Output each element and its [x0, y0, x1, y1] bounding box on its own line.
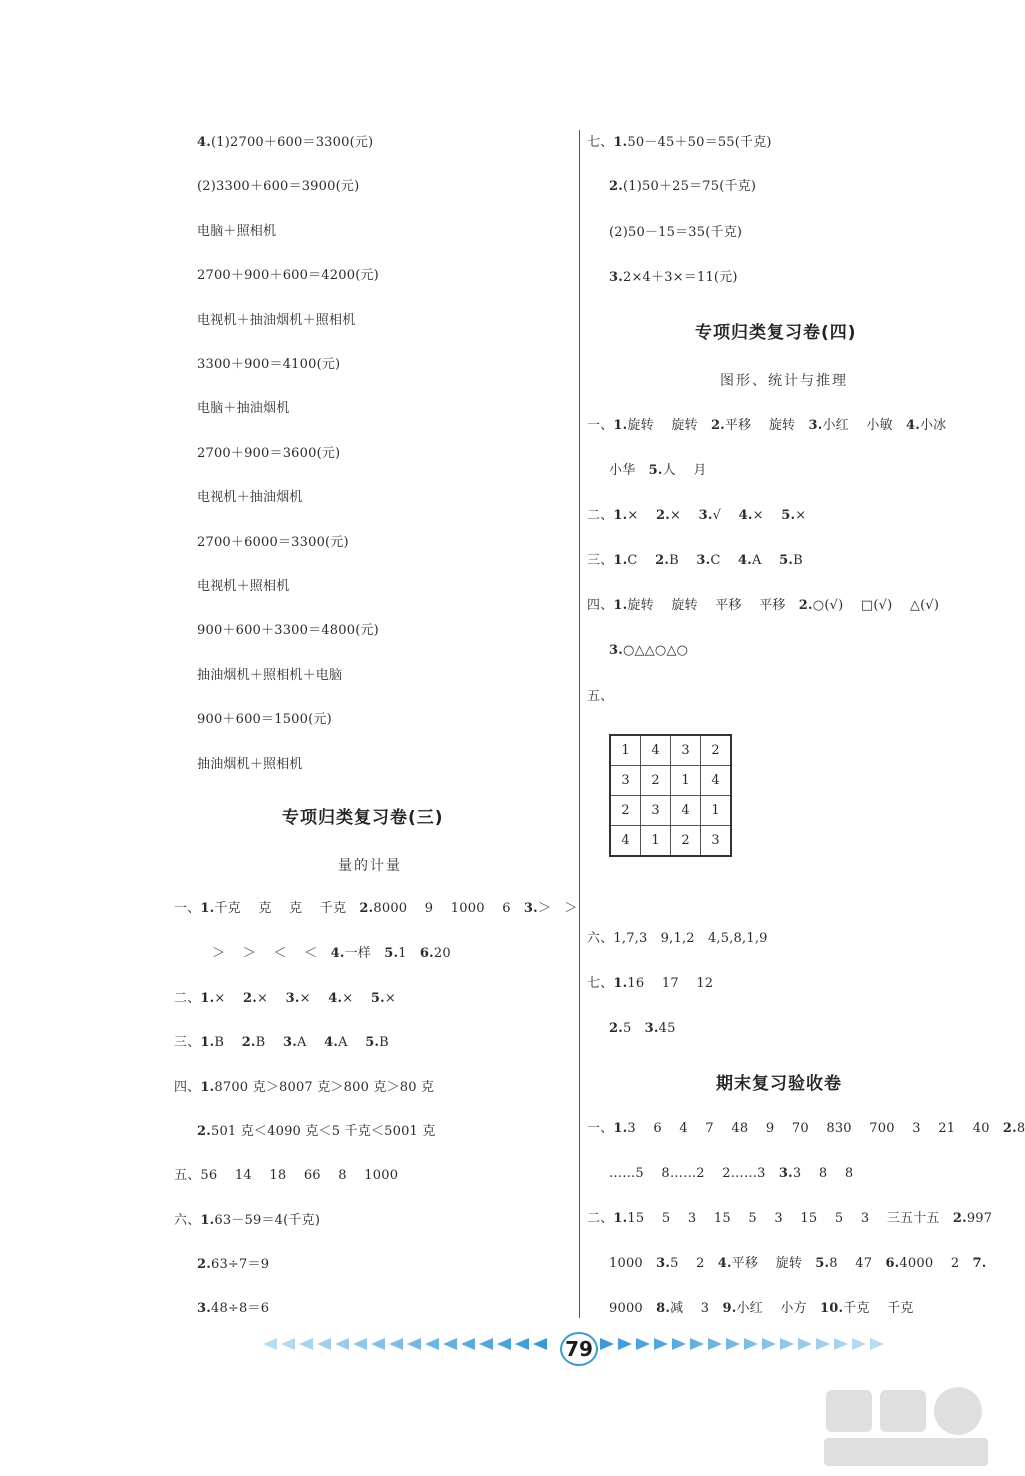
arrow-right-icon — [870, 1338, 884, 1350]
answer-grid — [609, 734, 732, 857]
grid-cell: 3 — [701, 826, 732, 857]
arrow-left-icon — [335, 1338, 349, 1350]
grid-row — [610, 826, 731, 857]
section4-answer-line: 四、1.旋转 旋转 平移 平移 2.○(√) □(√) △(√) — [587, 598, 940, 613]
arrow-right-icon — [708, 1338, 722, 1350]
answer-line: 3.2×4＋3×＝11(元) — [609, 270, 738, 285]
final-answer-line: ……5 8……2 2……3 3.3 8 8 — [609, 1166, 854, 1181]
arrow-left-icon — [371, 1338, 385, 1350]
section3-answer-line: 四、1.8700 克＞8007 克＞800 克＞80 克 — [174, 1080, 435, 1095]
arrow-left-icon — [317, 1338, 331, 1350]
grid-cell: 3 — [671, 735, 701, 766]
arrow-right-icon — [834, 1338, 848, 1350]
arrow-right-icon — [600, 1338, 614, 1350]
section3-answer-line: 六、1.63－59＝4(千克) — [174, 1213, 321, 1228]
grid-cell: 1 — [701, 796, 732, 826]
arrow-right-icon — [798, 1338, 812, 1350]
final-answer-line: 一、1.3 6 4 7 48 9 70 830 700 3 21 40 2.8 — [587, 1121, 1025, 1136]
arrow-left-icon — [461, 1338, 475, 1350]
arrow-right-icon — [816, 1338, 830, 1350]
section4-answer-line: 2.5 3.45 — [609, 1021, 676, 1036]
arrow-right-icon — [852, 1338, 866, 1350]
page-footer — [262, 1332, 898, 1364]
final-answer-line: 9000 8.减 3 9.小红 小方 10.千克 千克 — [609, 1301, 914, 1316]
answer-line: 900＋600＝1500(元) — [197, 712, 332, 728]
final-answer-line: 1000 3.5 2 4.平移 旋转 5.8 47 6.4000 2 7. — [609, 1256, 987, 1271]
grid-cell: 2 — [701, 735, 732, 766]
answer-line: 七、1.50－45＋50＝55(千克) — [587, 135, 772, 150]
arrow-right-icon — [636, 1338, 650, 1350]
arrow-left-icon — [263, 1338, 277, 1350]
grid-cell: 4 — [701, 766, 732, 796]
grid-cell: 4 — [641, 735, 671, 766]
section3-answer-line: 三、1.B 2.B 3.A 4.A 5.B — [174, 1035, 389, 1050]
answer-line: 2700＋900＝3600(元) — [197, 445, 341, 461]
answer-line: 2700＋6000＝3300(元) — [197, 534, 349, 550]
section4-answer-line: 小华 5.人 月 — [609, 463, 707, 478]
column-divider — [579, 130, 580, 1318]
grid-cell: 1 — [641, 826, 671, 857]
grid-cell: 4 — [671, 796, 701, 826]
section4-answer-line: 六、1,7,3 9,1,2 4,5,8,1,9 — [587, 931, 768, 946]
section3-subtitle: 量的计量 — [338, 858, 402, 874]
section4-answer-line: 七、1.16 17 12 — [587, 976, 714, 991]
grid-row — [610, 796, 731, 826]
arrow-left-icon — [353, 1338, 367, 1350]
final-title: 期末复习验收卷 — [716, 1074, 842, 1094]
grid-cell: 3 — [641, 796, 671, 826]
section3-answer-line: 2.63÷7＝9 — [197, 1257, 270, 1272]
section4-subtitle: 图形、统计与推理 — [720, 373, 848, 389]
answer-line: 2700＋900＋600＝4200(元) — [197, 268, 379, 284]
final-answer-line: 二、1.15 5 3 15 5 3 15 5 3 三五十五 2.997 — [587, 1211, 993, 1226]
arrow-left-icon — [515, 1338, 529, 1350]
arrow-left-icon — [281, 1338, 295, 1350]
grid-cell: 1 — [610, 735, 641, 766]
arrow-right-icon — [726, 1338, 740, 1350]
arrow-left-icon — [389, 1338, 403, 1350]
section4-title: 专项归类复习卷(四) — [695, 323, 857, 343]
grid-cell: 2 — [671, 826, 701, 857]
arrow-left-icon — [533, 1338, 547, 1350]
answer-line: 3300＋900＝4100(元) — [197, 357, 341, 372]
section4-answer-line: 一、1.旋转 旋转 2.平移 旋转 3.小红 小敏 4.小冰 — [587, 418, 947, 433]
right-arrow-decoration — [600, 1338, 890, 1358]
answer-line: 900＋600＋3300＝4800(元) — [197, 623, 379, 639]
arrow-right-icon — [780, 1338, 794, 1350]
section3-answer-line: 五、56 14 18 66 8 1000 — [174, 1168, 399, 1183]
section3-answer-line: 3.48÷8＝6 — [197, 1301, 270, 1316]
left-arrow-decoration — [262, 1338, 547, 1358]
arrow-right-icon — [654, 1338, 668, 1350]
answer-line: 电视机＋抽油烟机 — [197, 490, 303, 506]
grid-cell: 2 — [641, 766, 671, 796]
grid-cell: 2 — [610, 796, 641, 826]
arrow-left-icon — [479, 1338, 493, 1350]
section3-title: 专项归类复习卷(三) — [282, 808, 444, 828]
arrow-right-icon — [762, 1338, 776, 1350]
answer-line: 电脑＋抽油烟机 — [197, 401, 290, 417]
section4-answer-line: 二、1.× 2.× 3.√ 4.× 5.× — [587, 508, 807, 523]
arrow-right-icon — [690, 1338, 704, 1350]
arrow-left-icon — [443, 1338, 457, 1350]
answer-line: 电视机＋抽油烟机＋照相机 — [197, 312, 356, 328]
arrow-left-icon — [497, 1338, 511, 1350]
section3-answer-line: 2.501 克＜4090 克＜5 千克＜5001 克 — [197, 1124, 436, 1139]
watermark-logo — [818, 1380, 994, 1470]
answer-line: 电脑＋照相机 — [197, 223, 277, 239]
arrow-right-icon — [618, 1338, 632, 1350]
grid-cell: 4 — [610, 826, 641, 857]
arrow-right-icon — [672, 1338, 686, 1350]
answer-line: 电视机＋照相机 — [197, 579, 290, 594]
section3-answer-line: 一、1.千克 克 克 千克 2.8000 9 1000 6 3.＞ ＞ — [174, 901, 578, 916]
grid-row — [610, 735, 731, 766]
grid-cell: 3 — [610, 766, 641, 796]
arrow-left-icon — [425, 1338, 439, 1350]
page-number: 79 — [560, 1332, 598, 1366]
answer-line: (2)3300＋600＝3900(元) — [197, 179, 360, 195]
answer-line: 抽油烟机＋照相机 — [197, 756, 303, 772]
section4-answer-line: 三、1.C 2.B 3.C 4.A 5.B — [587, 553, 803, 568]
grid-cell: 1 — [671, 766, 701, 796]
arrow-right-icon — [744, 1338, 758, 1350]
section4-answer-line: 五、 — [587, 689, 614, 704]
section3-answer-line: ＞ ＞ ＜ ＜ 4.一样 5.1 6.20 — [212, 946, 451, 961]
answer-line: 4.(1)2700＋600＝3300(元) — [197, 135, 374, 150]
answer-line: 抽油烟机＋照相机＋电脑 — [197, 667, 343, 683]
grid-row — [610, 766, 731, 796]
answer-line: 2.(1)50＋25＝75(千克) — [609, 179, 757, 194]
arrow-left-icon — [299, 1338, 313, 1350]
section3-answer-line: 二、1.× 2.× 3.× 4.× 5.× — [174, 991, 396, 1006]
section4-answer-line: 3.○△△○△○ — [609, 643, 689, 658]
answer-line: (2)50－15＝35(千克) — [609, 225, 743, 240]
arrow-left-icon — [407, 1338, 421, 1350]
